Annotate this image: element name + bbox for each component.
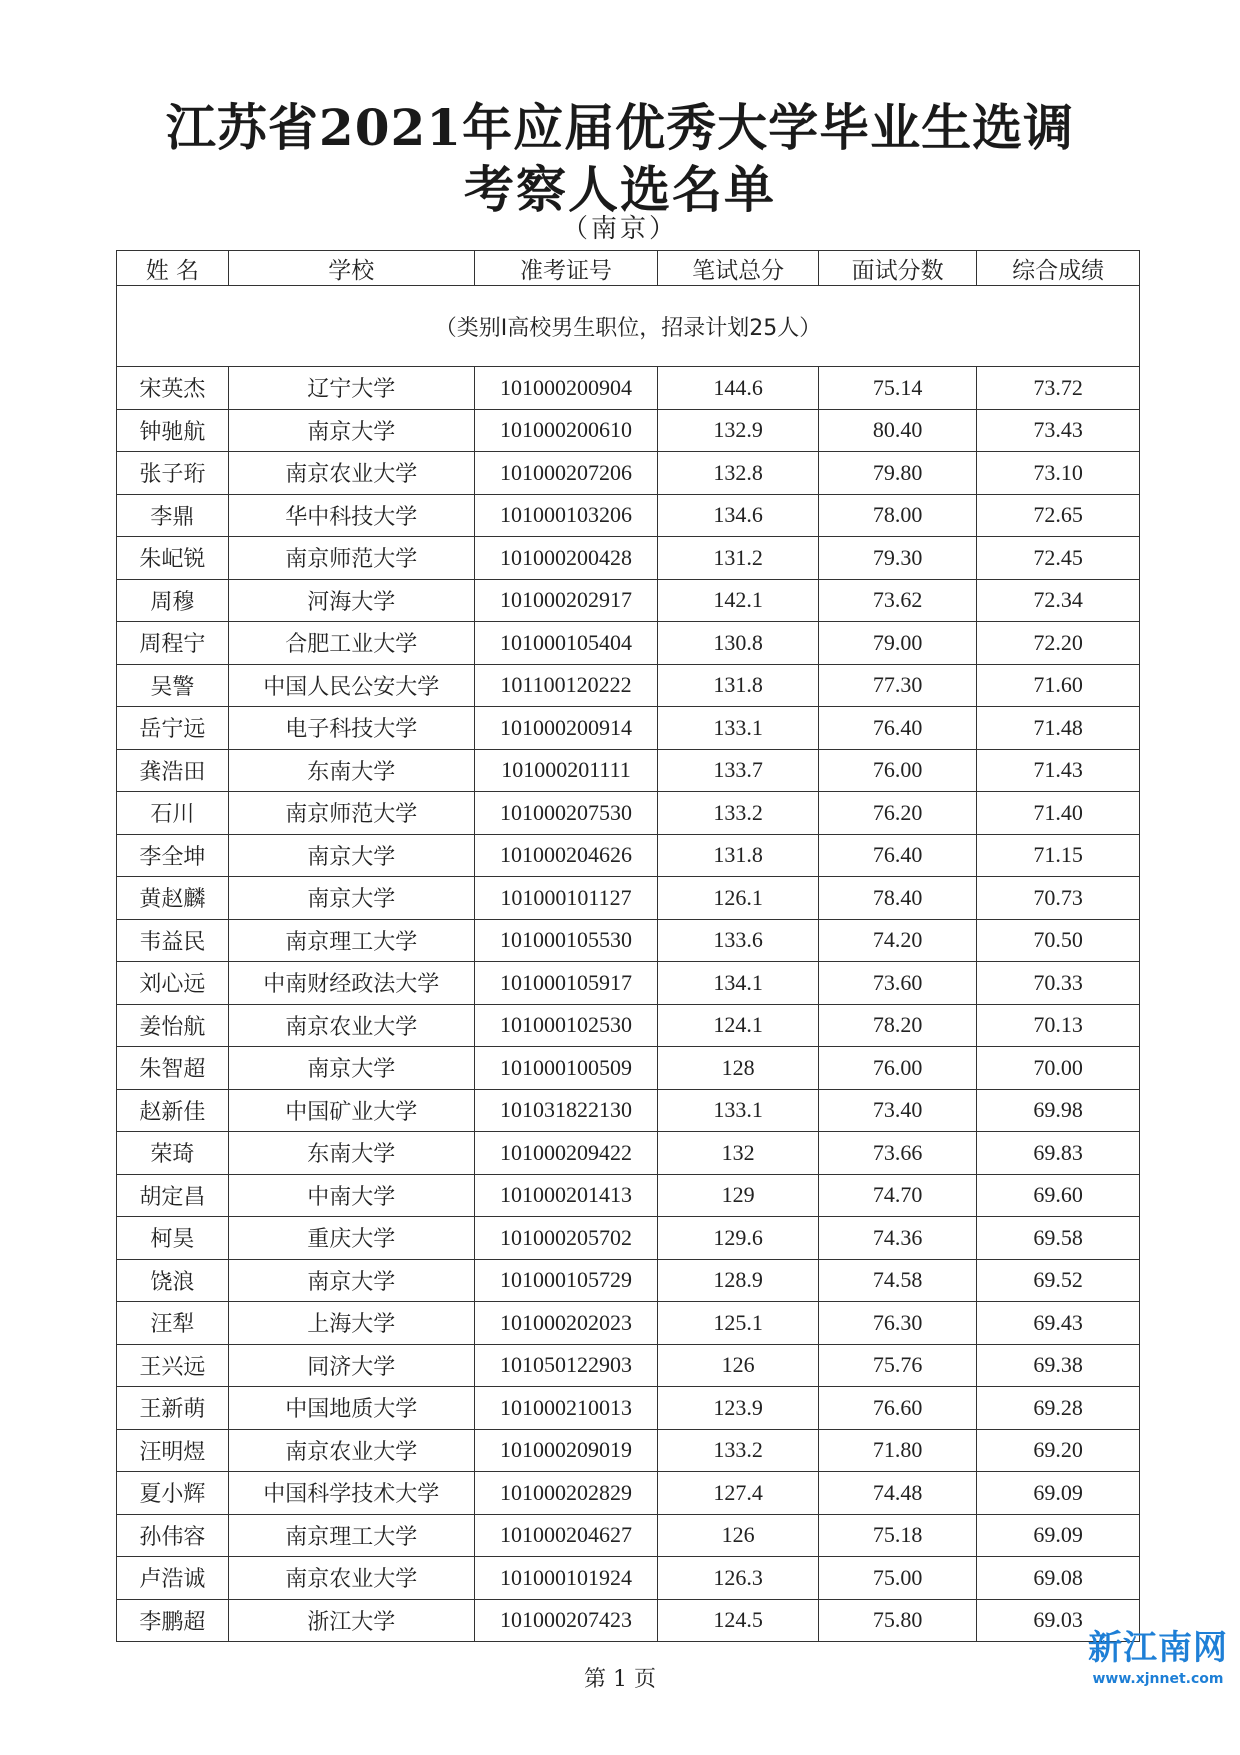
cell-exam-id: 101000101127 xyxy=(474,877,658,920)
cell-school: 南京农业大学 xyxy=(228,452,474,495)
cell-exam-id: 101000201111 xyxy=(474,749,658,792)
table-row xyxy=(117,494,1140,537)
cell-total-score: 69.98 xyxy=(977,1089,1140,1132)
cell-total-score: 72.20 xyxy=(977,622,1140,665)
cell-school: 中南财经政法大学 xyxy=(228,962,474,1005)
cell-school: 南京大学 xyxy=(228,877,474,920)
cell-interview-score: 75.80 xyxy=(818,1599,976,1642)
table-row xyxy=(117,962,1140,1005)
cell-total-score: 70.00 xyxy=(977,1047,1140,1090)
table-row xyxy=(117,1174,1140,1217)
table-row xyxy=(117,1302,1140,1345)
cell-name: 赵新佳 xyxy=(117,1089,229,1132)
table-row xyxy=(117,1047,1140,1090)
cell-exam-id: 101000202829 xyxy=(474,1472,658,1515)
cell-written-score: 133.2 xyxy=(658,792,819,835)
cell-written-score: 131.2 xyxy=(658,537,819,580)
cell-total-score: 69.83 xyxy=(977,1132,1140,1175)
cell-school: 南京大学 xyxy=(228,1259,474,1302)
cell-school: 南京理工大学 xyxy=(228,919,474,962)
cell-interview-score: 80.40 xyxy=(818,409,976,452)
cell-name: 柯昊 xyxy=(117,1217,229,1260)
table-row xyxy=(117,1259,1140,1302)
cell-name: 王新萌 xyxy=(117,1387,229,1430)
table-row xyxy=(117,1344,1140,1387)
table-row xyxy=(117,877,1140,920)
cell-total-score: 70.13 xyxy=(977,1004,1140,1047)
cell-school: 华中科技大学 xyxy=(228,494,474,537)
cell-total-score: 69.43 xyxy=(977,1302,1140,1345)
cell-exam-id: 101000207423 xyxy=(474,1599,658,1642)
cell-total-score: 69.08 xyxy=(977,1557,1140,1600)
category-row xyxy=(117,286,1140,367)
cell-exam-id: 101000204627 xyxy=(474,1514,658,1557)
cell-school: 南京农业大学 xyxy=(228,1004,474,1047)
table-row xyxy=(117,579,1140,622)
column-header-exam-id: 准考证号 xyxy=(474,251,658,286)
table-row xyxy=(117,792,1140,835)
table-row xyxy=(117,1472,1140,1515)
cell-written-score: 123.9 xyxy=(658,1387,819,1430)
cell-written-score: 129 xyxy=(658,1174,819,1217)
cell-interview-score: 79.80 xyxy=(818,452,976,495)
cell-school: 同济大学 xyxy=(228,1344,474,1387)
cell-name: 韦益民 xyxy=(117,919,229,962)
watermark-url: www.xjnnet.com xyxy=(1092,1671,1224,1687)
cell-exam-id: 101031822130 xyxy=(474,1089,658,1132)
cell-exam-id: 101000209019 xyxy=(474,1429,658,1472)
cell-name: 刘心远 xyxy=(117,962,229,1005)
cell-school: 南京师范大学 xyxy=(228,537,474,580)
column-header-school: 学校 xyxy=(228,251,474,286)
cell-interview-score: 74.36 xyxy=(818,1217,976,1260)
cell-total-score: 70.50 xyxy=(977,919,1140,962)
cell-written-score: 134.6 xyxy=(658,494,819,537)
cell-written-score: 132 xyxy=(658,1132,819,1175)
cell-written-score: 126 xyxy=(658,1344,819,1387)
cell-school: 东南大学 xyxy=(228,1132,474,1175)
cell-name: 汪犁 xyxy=(117,1302,229,1345)
cell-interview-score: 74.58 xyxy=(818,1259,976,1302)
cell-interview-score: 77.30 xyxy=(818,664,976,707)
cell-total-score: 69.38 xyxy=(977,1344,1140,1387)
table-row xyxy=(117,1217,1140,1260)
cell-interview-score: 73.60 xyxy=(818,962,976,1005)
cell-written-score: 124.1 xyxy=(658,1004,819,1047)
cell-interview-score: 76.00 xyxy=(818,749,976,792)
table-row xyxy=(117,1599,1140,1642)
cell-exam-id: 101000103206 xyxy=(474,494,658,537)
cell-written-score: 131.8 xyxy=(658,834,819,877)
cell-interview-score: 74.48 xyxy=(818,1472,976,1515)
cell-written-score: 133.6 xyxy=(658,919,819,962)
cell-written-score: 130.8 xyxy=(658,622,819,665)
cell-exam-id: 101100120222 xyxy=(474,664,658,707)
watermark-site-name: 新江南网 xyxy=(1088,1628,1228,1668)
cell-school: 中国地质大学 xyxy=(228,1387,474,1430)
cell-interview-score: 79.30 xyxy=(818,537,976,580)
cell-total-score: 71.43 xyxy=(977,749,1140,792)
cell-school: 南京农业大学 xyxy=(228,1429,474,1472)
cell-name: 王兴远 xyxy=(117,1344,229,1387)
region-subtitle: （南京） xyxy=(561,214,678,244)
cell-name: 胡定昌 xyxy=(117,1174,229,1217)
cell-name: 周穆 xyxy=(117,579,229,622)
cell-total-score: 69.03 xyxy=(977,1599,1140,1642)
cell-name: 岳宁远 xyxy=(117,707,229,750)
cell-school: 南京理工大学 xyxy=(228,1514,474,1557)
table-row xyxy=(117,707,1140,750)
page-title-line2: 考察人选名单 xyxy=(464,160,776,219)
cell-name: 汪明煜 xyxy=(117,1429,229,1472)
cell-written-score: 134.1 xyxy=(658,962,819,1005)
cell-name: 黄赵麟 xyxy=(117,877,229,920)
cell-exam-id: 101000105729 xyxy=(474,1259,658,1302)
cell-written-score: 124.5 xyxy=(658,1599,819,1642)
cell-total-score: 70.33 xyxy=(977,962,1140,1005)
cell-total-score: 71.48 xyxy=(977,707,1140,750)
cell-interview-score: 78.20 xyxy=(818,1004,976,1047)
cell-exam-id: 101000202023 xyxy=(474,1302,658,1345)
table-row xyxy=(117,622,1140,665)
cell-written-score: 132.8 xyxy=(658,452,819,495)
table-row xyxy=(117,1387,1140,1430)
table-row xyxy=(117,1557,1140,1600)
page-number: 第 1 页 xyxy=(584,1667,656,1692)
cell-exam-id: 101000200904 xyxy=(474,367,658,410)
cell-exam-id: 101000210013 xyxy=(474,1387,658,1430)
column-header-total-score: 综合成绩 xyxy=(977,251,1140,286)
cell-written-score: 127.4 xyxy=(658,1472,819,1515)
cell-exam-id: 101000100509 xyxy=(474,1047,658,1090)
cell-written-score: 129.6 xyxy=(658,1217,819,1260)
cell-exam-id: 101000200914 xyxy=(474,707,658,750)
cell-name: 朱智超 xyxy=(117,1047,229,1090)
cell-school: 东南大学 xyxy=(228,749,474,792)
candidate-table xyxy=(116,250,1140,1642)
cell-name: 张子珩 xyxy=(117,452,229,495)
cell-exam-id: 101000205702 xyxy=(474,1217,658,1260)
cell-interview-score: 78.00 xyxy=(818,494,976,537)
cell-written-score: 131.8 xyxy=(658,664,819,707)
cell-interview-score: 79.00 xyxy=(818,622,976,665)
cell-total-score: 70.73 xyxy=(977,877,1140,920)
cell-interview-score: 74.70 xyxy=(818,1174,976,1217)
cell-exam-id: 101000207530 xyxy=(474,792,658,835)
cell-school: 上海大学 xyxy=(228,1302,474,1345)
cell-written-score: 133.2 xyxy=(658,1429,819,1472)
cell-total-score: 72.65 xyxy=(977,494,1140,537)
table-row xyxy=(117,1132,1140,1175)
cell-written-score: 133.1 xyxy=(658,1089,819,1132)
cell-exam-id: 101000202917 xyxy=(474,579,658,622)
cell-written-score: 126.1 xyxy=(658,877,819,920)
cell-name: 石川 xyxy=(117,792,229,835)
cell-total-score: 72.45 xyxy=(977,537,1140,580)
cell-interview-score: 75.76 xyxy=(818,1344,976,1387)
cell-written-score: 142.1 xyxy=(658,579,819,622)
cell-total-score: 71.60 xyxy=(977,664,1140,707)
cell-school: 南京大学 xyxy=(228,834,474,877)
cell-school: 河海大学 xyxy=(228,579,474,622)
table-row xyxy=(117,537,1140,580)
cell-total-score: 73.10 xyxy=(977,452,1140,495)
cell-name: 李鹏超 xyxy=(117,1599,229,1642)
cell-interview-score: 71.80 xyxy=(818,1429,976,1472)
cell-written-score: 126.3 xyxy=(658,1557,819,1600)
cell-school: 南京农业大学 xyxy=(228,1557,474,1600)
cell-interview-score: 73.62 xyxy=(818,579,976,622)
cell-exam-id: 101000200428 xyxy=(474,537,658,580)
table-row xyxy=(117,367,1140,410)
cell-school: 浙江大学 xyxy=(228,1599,474,1642)
cell-school: 重庆大学 xyxy=(228,1217,474,1260)
cell-written-score: 128.9 xyxy=(658,1259,819,1302)
cell-total-score: 69.28 xyxy=(977,1387,1140,1430)
cell-total-score: 69.09 xyxy=(977,1472,1140,1515)
cell-interview-score: 76.40 xyxy=(818,834,976,877)
site-watermark-logo xyxy=(1088,1620,1228,1687)
cell-exam-id: 101000102530 xyxy=(474,1004,658,1047)
cell-name: 孙伟容 xyxy=(117,1514,229,1557)
cell-written-score: 126 xyxy=(658,1514,819,1557)
cell-exam-id: 101000209422 xyxy=(474,1132,658,1175)
table-row xyxy=(117,919,1140,962)
cell-name: 龚浩田 xyxy=(117,749,229,792)
cell-written-score: 132.9 xyxy=(658,409,819,452)
table-row xyxy=(117,664,1140,707)
table-row xyxy=(117,1089,1140,1132)
cell-total-score: 72.34 xyxy=(977,579,1140,622)
cell-written-score: 144.6 xyxy=(658,367,819,410)
cell-interview-score: 75.14 xyxy=(818,367,976,410)
cell-total-score: 71.15 xyxy=(977,834,1140,877)
cell-total-score: 69.60 xyxy=(977,1174,1140,1217)
cell-interview-score: 76.30 xyxy=(818,1302,976,1345)
cell-written-score: 128 xyxy=(658,1047,819,1090)
cell-exam-id: 101000105530 xyxy=(474,919,658,962)
cell-school: 中国人民公安大学 xyxy=(228,664,474,707)
cell-exam-id: 101000105404 xyxy=(474,622,658,665)
cell-school: 南京大学 xyxy=(228,1047,474,1090)
cell-school: 电子科技大学 xyxy=(228,707,474,750)
cell-name: 朱屺锐 xyxy=(117,537,229,580)
cell-exam-id: 101000204626 xyxy=(474,834,658,877)
table-row xyxy=(117,834,1140,877)
cell-exam-id: 101000200610 xyxy=(474,409,658,452)
cell-written-score: 133.7 xyxy=(658,749,819,792)
table-header-row xyxy=(117,251,1140,286)
column-header-written-score: 笔试总分 xyxy=(658,251,819,286)
cell-school: 南京师范大学 xyxy=(228,792,474,835)
cell-school: 南京大学 xyxy=(228,409,474,452)
cell-total-score: 73.72 xyxy=(977,367,1140,410)
cell-written-score: 125.1 xyxy=(658,1302,819,1345)
cell-total-score: 69.20 xyxy=(977,1429,1140,1472)
cell-interview-score: 74.20 xyxy=(818,919,976,962)
cell-name: 周程宁 xyxy=(117,622,229,665)
table-row xyxy=(117,1004,1140,1047)
cell-interview-score: 73.40 xyxy=(818,1089,976,1132)
cell-school: 辽宁大学 xyxy=(228,367,474,410)
cell-interview-score: 76.20 xyxy=(818,792,976,835)
column-header-name: 姓 名 xyxy=(117,251,229,286)
cell-school: 合肥工业大学 xyxy=(228,622,474,665)
cell-interview-score: 78.40 xyxy=(818,877,976,920)
cell-name: 饶浪 xyxy=(117,1259,229,1302)
cell-exam-id: 101000101924 xyxy=(474,1557,658,1600)
cell-interview-score: 76.40 xyxy=(818,707,976,750)
cell-exam-id: 101050122903 xyxy=(474,1344,658,1387)
cell-school: 中国科学技术大学 xyxy=(228,1472,474,1515)
table-row xyxy=(117,1514,1140,1557)
table-row xyxy=(117,749,1140,792)
cell-total-score: 69.58 xyxy=(977,1217,1140,1260)
cell-interview-score: 75.00 xyxy=(818,1557,976,1600)
cell-name: 李鼎 xyxy=(117,494,229,537)
cell-interview-score: 73.66 xyxy=(818,1132,976,1175)
cell-total-score: 69.09 xyxy=(977,1514,1140,1557)
cell-exam-id: 101000207206 xyxy=(474,452,658,495)
cell-interview-score: 76.60 xyxy=(818,1387,976,1430)
cell-interview-score: 75.18 xyxy=(818,1514,976,1557)
cell-name: 李全坤 xyxy=(117,834,229,877)
cell-name: 卢浩诚 xyxy=(117,1557,229,1600)
cell-total-score: 73.43 xyxy=(977,409,1140,452)
cell-name: 吴警 xyxy=(117,664,229,707)
cell-total-score: 71.40 xyxy=(977,792,1140,835)
cell-name: 夏小辉 xyxy=(117,1472,229,1515)
category-label: （类别Ⅰ高校男生职位，招录计划25人） xyxy=(117,286,1140,367)
cell-name: 姜怡航 xyxy=(117,1004,229,1047)
cell-school: 中南大学 xyxy=(228,1174,474,1217)
cell-interview-score: 76.00 xyxy=(818,1047,976,1090)
cell-name: 荣琦 xyxy=(117,1132,229,1175)
cell-exam-id: 101000105917 xyxy=(474,962,658,1005)
cell-written-score: 133.1 xyxy=(658,707,819,750)
table-row xyxy=(117,409,1140,452)
cell-total-score: 69.52 xyxy=(977,1259,1140,1302)
table-row xyxy=(117,1429,1140,1472)
cell-name: 钟驰航 xyxy=(117,409,229,452)
cell-exam-id: 101000201413 xyxy=(474,1174,658,1217)
table-row xyxy=(117,452,1140,495)
page-title-line1: 江苏省2021年应届优秀大学毕业生选调 xyxy=(165,98,1075,157)
column-header-interview-score: 面试分数 xyxy=(818,251,976,286)
cell-school: 中国矿业大学 xyxy=(228,1089,474,1132)
cell-name: 宋英杰 xyxy=(117,367,229,410)
